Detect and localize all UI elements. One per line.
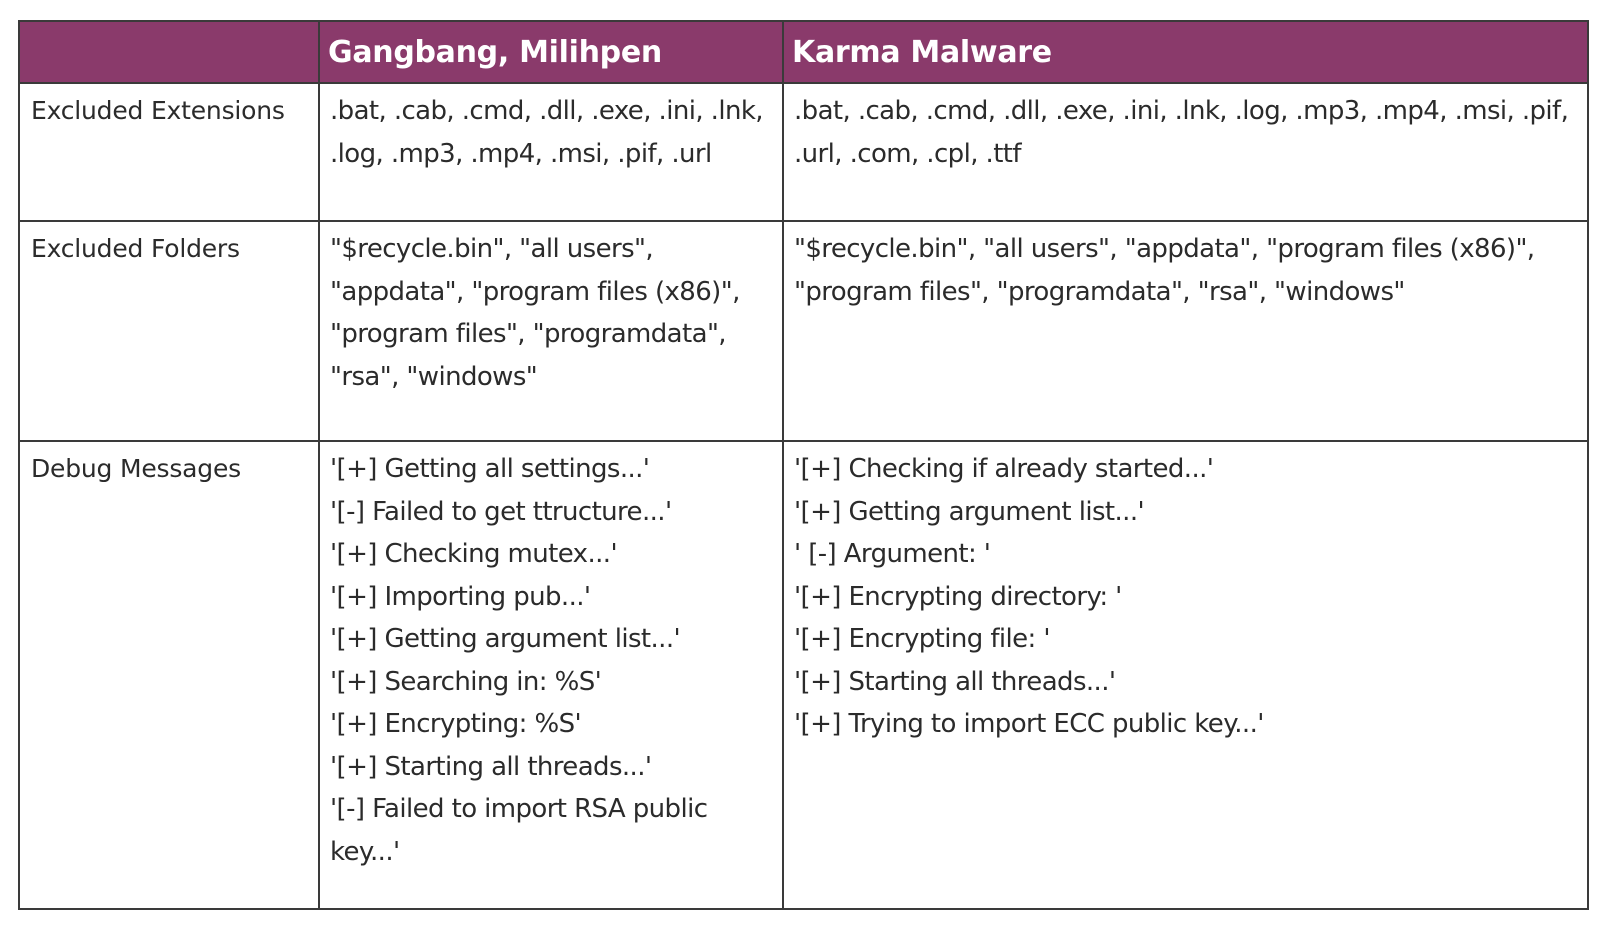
- debug-message: '[+] Encrypting: %S': [330, 709, 582, 739]
- debug-message: '[+] Getting argument list...': [330, 624, 681, 654]
- debug-message: '[+] Importing pub...': [330, 581, 591, 612]
- table-row-debug-messages: [19, 441, 1588, 909]
- gangbang-debug-messages: [319, 441, 783, 909]
- table-header: [19, 21, 1588, 83]
- debug-message: '[-] Failed to get ttructure...': [330, 496, 672, 527]
- row-label-excluded-folders: Excluded Folders: [19, 221, 319, 441]
- header-cell-gangbang: Gangbang, Milihpen: [319, 21, 783, 83]
- debug-message: '[+] Trying to import ECC public key...': [794, 709, 1264, 739]
- karma-excluded-folders: "$recycle.bin", "all users", "appdata", "program files (x86)", "program files", "programdata", "rsa", "windows": [783, 221, 1588, 441]
- gangbang-excluded-folders: "$recycle.bin", "all users", "appdata", "program files (x86)", "program files", "programdata", "rsa", "windows": [319, 221, 783, 441]
- debug-message: '[+] Checking if already started...': [794, 454, 1214, 484]
- karma-debug-messages: [783, 441, 1588, 909]
- table-body: [19, 83, 1588, 909]
- comparison-table: [18, 20, 1589, 910]
- debug-message: '[+] Getting argument list...': [794, 496, 1145, 527]
- header-cell-karma: Karma Malware: [783, 21, 1588, 83]
- table-row-excluded-extensions: [19, 83, 1588, 221]
- debug-message: '[+] Starting all threads...': [330, 751, 652, 782]
- header-row: [19, 21, 1588, 83]
- debug-message: '[+] Encrypting file: ': [794, 624, 1050, 654]
- debug-message: '[+] Starting all threads...': [794, 666, 1116, 697]
- debug-message: '[+] Checking mutex...': [330, 539, 618, 569]
- karma-excluded-extensions: .bat, .cab, .cmd, .dll, .exe, .ini, .lnk, .log, .mp3, .mp4, .msi, .pif, .url, .com, .cpl, .ttf: [783, 83, 1588, 221]
- debug-message: '[+] Getting all settings...': [330, 454, 650, 484]
- row-label-excluded-extensions: Excluded Extensions: [19, 83, 319, 221]
- table-row-excluded-folders: [19, 221, 1588, 441]
- debug-message: '[+] Searching in: %S': [330, 666, 602, 697]
- debug-message: ' [-] Argument: ': [794, 539, 991, 569]
- gangbang-excluded-extensions: .bat, .cab, .cmd, .dll, .exe, .ini, .lnk, .log, .mp3, .mp4, .msi, .pif, .url: [319, 83, 783, 221]
- header-cell-empty: [19, 21, 319, 83]
- debug-message: '[+] Encrypting directory: ': [794, 581, 1122, 612]
- debug-message: '[-] Failed to import RSA public key...': [330, 794, 708, 867]
- row-label-debug-messages: Debug Messages: [19, 441, 319, 909]
